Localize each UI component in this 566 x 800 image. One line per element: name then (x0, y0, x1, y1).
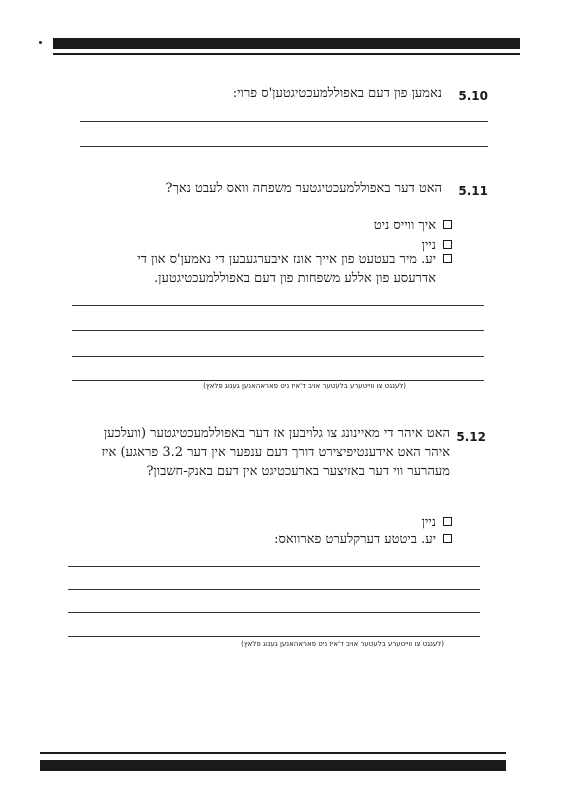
checkbox[interactable] (443, 534, 452, 543)
option-label: יע. ביטטע דערקלערט פארוואס: (274, 532, 436, 547)
question-number-5-12: 5.12 (456, 430, 486, 444)
answer-line[interactable] (72, 330, 484, 331)
checkbox[interactable] (443, 220, 452, 229)
answer-line[interactable] (72, 356, 484, 357)
scan-speck (39, 41, 42, 44)
space-note: (לענגט צו ווייטערע בלעטער אויב ד'איז ניט פאראהאנען גענוג פלאץ) (203, 382, 406, 390)
option-label: ניין (421, 515, 436, 530)
question-number-5-10: 5.10 (458, 89, 488, 103)
checkbox[interactable] (443, 517, 452, 526)
answer-line[interactable] (68, 589, 480, 590)
checkbox[interactable] (443, 240, 452, 249)
header-rule-thick (53, 38, 520, 49)
option-label: יע. מיר בעטעט פון אייך אונז איבערגעבען די נאמען'ס און די אדרעסע פון אללע משפחות פון דעם באפוללמעכטיגטען. (137, 252, 436, 286)
option-label: ניין (421, 238, 436, 253)
option-yes[interactable] (98, 250, 452, 288)
question-text-5-12: האט איהר די מאיינונג צו גלויבען אז דער באפוללמעכטיגטער (וועלכען איהר האט אידענטיפיצירט דורך דעם ענפער אין דער 3.2 פראגע) איז מעהרער ווי דער באזיצער בארעכטיגט אין דעם באנק-חשבון? (101, 426, 450, 479)
answer-line[interactable] (72, 305, 484, 306)
option-label: איך ווייס ניט (373, 218, 436, 233)
header-rule-thin (53, 53, 520, 55)
checkbox[interactable] (443, 254, 452, 263)
option-yes-explain[interactable] (192, 530, 452, 549)
answer-line[interactable] (68, 636, 480, 637)
question-text-5-11: האט דער באפוללמעכטיגטער משפחה וואס לעבט נאך? (165, 181, 442, 196)
question-text-5-10: נאמען פון דעם באפוללמעכטיגטען'ס פרוי: (232, 86, 442, 101)
footer-rule-thick (40, 760, 506, 771)
footer-rule-thin (40, 752, 506, 754)
answer-line[interactable] (80, 121, 488, 122)
answer-line[interactable] (68, 566, 480, 567)
question-number-5-11: 5.11 (458, 184, 488, 198)
answer-line[interactable] (80, 146, 488, 147)
answer-line[interactable] (72, 380, 484, 381)
answer-line[interactable] (68, 612, 480, 613)
option-dont-know[interactable] (192, 216, 452, 235)
space-note: (לענגט צו ווייטערע בלעטער אויב ד'איז ניט פאראהאנען גענוג פלאץ) (241, 640, 444, 648)
